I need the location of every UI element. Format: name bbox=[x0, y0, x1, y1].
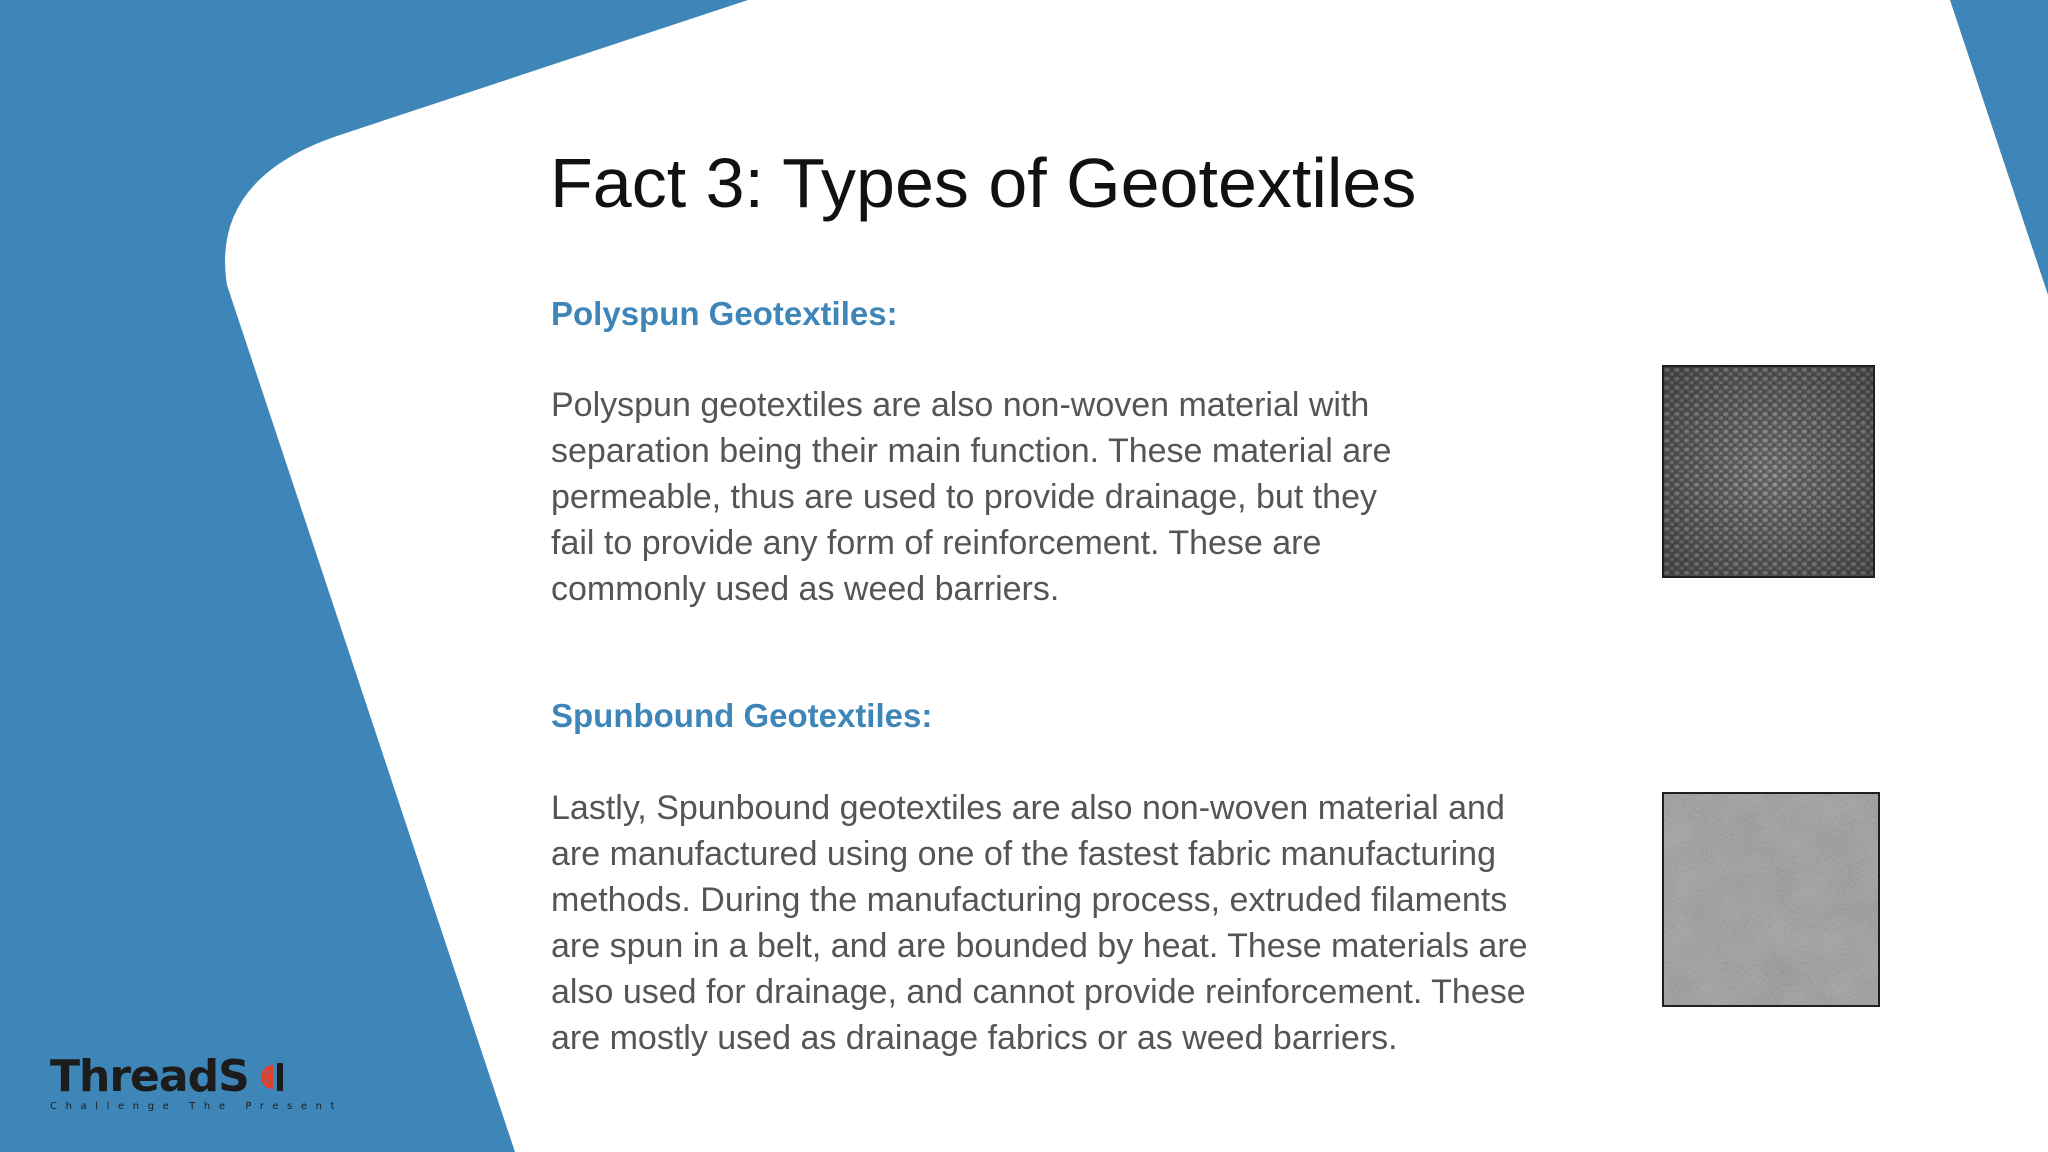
body-line: separation being their main function. These material are bbox=[551, 432, 1392, 470]
body-line: are spun in a belt, and are bounded by heat. These materials are bbox=[551, 927, 1528, 965]
logo-wordmark bbox=[50, 1051, 343, 1102]
threadsol-logo bbox=[50, 1051, 344, 1112]
slide-title: Fact 3: Types of Geotextiles bbox=[550, 144, 1417, 222]
spunbound-fabric-image bbox=[1662, 792, 1880, 1007]
section-body-spunbound bbox=[551, 785, 1551, 1061]
logo-wordmark-text: ThreadS bbox=[50, 1051, 249, 1102]
red-o-arrow-icon bbox=[251, 1059, 285, 1095]
body-line: Polyspun geotextiles are also non-woven material with bbox=[551, 386, 1370, 424]
body-line: are mostly used as drainage fabrics or as weed barriers. bbox=[551, 1019, 1398, 1057]
body-line: methods. During the manufacturing process, extruded filaments bbox=[551, 881, 1508, 919]
body-line: permeable, thus are used to provide drainage, but they bbox=[551, 478, 1377, 516]
body-line: are manufactured using one of the fastest fabric manufacturing bbox=[551, 835, 1496, 873]
section-heading-polyspun: Polyspun Geotextiles: bbox=[551, 295, 898, 332]
body-line: fail to provide any form of reinforcement. These are bbox=[551, 524, 1322, 562]
body-line: Lastly, Spunbound geotextiles are also non-woven material and bbox=[551, 789, 1505, 827]
polyspun-fabric-image bbox=[1662, 365, 1875, 578]
section-heading-spunbound: Spunbound Geotextiles: bbox=[551, 697, 933, 734]
body-line: also used for drainage, and cannot provide reinforcement. These bbox=[551, 973, 1526, 1011]
logo-tagline: Challenge The Present bbox=[50, 1101, 344, 1112]
section-body-polyspun bbox=[551, 382, 1511, 612]
body-line: commonly used as weed barriers. bbox=[551, 570, 1060, 608]
